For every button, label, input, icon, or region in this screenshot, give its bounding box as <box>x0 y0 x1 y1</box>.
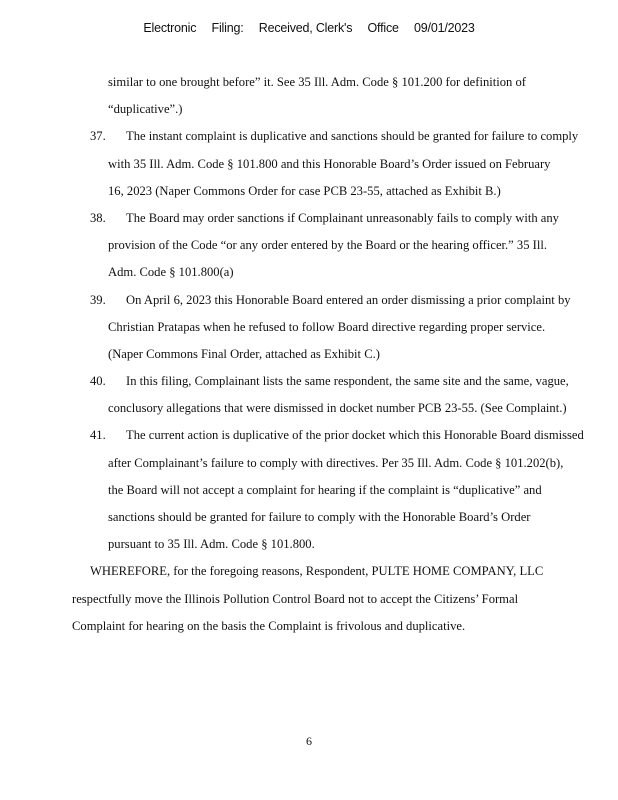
paragraph-40-line-1 <box>72 368 580 395</box>
text-line: pursuant to 35 Ill. Adm. Code § 101.800. <box>108 537 315 552</box>
text-line: (Naper Commons Final Order, attached as Exhibit C.) <box>108 346 380 361</box>
paragraph-38-line-1 <box>72 205 580 232</box>
text-line: The instant complaint is duplicative and sanctions should be granted for failure to comply <box>126 129 579 144</box>
wherefore-line: WHEREFORE, for the foregoing reasons, Respondent, PULTE HOME COMPANY, LLC <box>90 564 544 579</box>
text-line: sanctions should be granted for failure to comply with the Honorable Board’s Order <box>108 510 531 524</box>
paragraph-41-line-1 <box>72 422 584 449</box>
page-number: 6 <box>306 734 312 748</box>
paragraph-number: 38. <box>90 210 106 225</box>
text-line: with 35 Ill. Adm. Code § 101.800 and this Honorable Board’s Order issued on February <box>108 156 551 171</box>
text-line: conclusory allegations that were dismissed in docket number PCB 23-55. (See Complaint.) <box>108 401 567 416</box>
paragraph-number: 39. <box>90 292 106 307</box>
paragraph-37-line-1 <box>72 123 580 150</box>
text-line: Adm. Code § 101.800(a) <box>108 265 234 280</box>
paragraph-number: 37. <box>90 129 106 144</box>
header-office: Office <box>367 21 399 35</box>
text-line: On April 6, 2023 this Honorable Board entered an order dismissing a prior complaint by <box>126 292 571 307</box>
text-line: “duplicative”.) <box>108 102 183 117</box>
text-line: Complaint for hearing on the basis the Complaint is frivolous and duplicative. <box>72 618 466 633</box>
document-body <box>72 69 584 640</box>
text-line: In this filing, Complainant lists the same respondent, the same site and the same, vague, <box>126 374 569 389</box>
paragraph-number: 40. <box>90 374 106 389</box>
header-filing: Filing: <box>211 21 244 35</box>
text-line: The current action is duplicative of the prior docket which this Honorable Board dismissed <box>126 428 584 443</box>
text-line: after Complainant’s failure to comply with directives. Per 35 Ill. Adm. Code § 101.202(b), <box>108 455 564 470</box>
text-line: the Board will not accept a complaint for hearing if the complaint is “duplicative” and <box>108 482 542 497</box>
header-electronic: Electronic <box>143 21 197 35</box>
text-line: respectfully move the Illinois Pollution Control Board not to accept the Citizens’ Formal <box>72 591 519 606</box>
text-line: 16, 2023 (Naper Commons Order for case PCB 23-55, attached as Exhibit B.) <box>108 183 501 198</box>
header-date: 09/01/2023 <box>414 21 475 35</box>
filing-stamp-header <box>0 21 618 35</box>
header-received: Received, Clerk's <box>258 21 353 35</box>
text-line: Christian Pratapas when he refused to follow Board directive regarding proper service. <box>108 319 546 334</box>
text-line: similar to one brought before” it. See 35 Ill. Adm. Code § 101.200 for definition of <box>108 75 526 89</box>
text-line: The Board may order sanctions if Complainant unreasonably fails to comply with any <box>126 210 559 225</box>
text-line: provision of the Code “or any order entered by the Board or the hearing officer.” 35 Ill. <box>108 238 548 253</box>
paragraph-39-line-1 <box>72 287 580 314</box>
paragraph-number: 41. <box>90 428 106 443</box>
